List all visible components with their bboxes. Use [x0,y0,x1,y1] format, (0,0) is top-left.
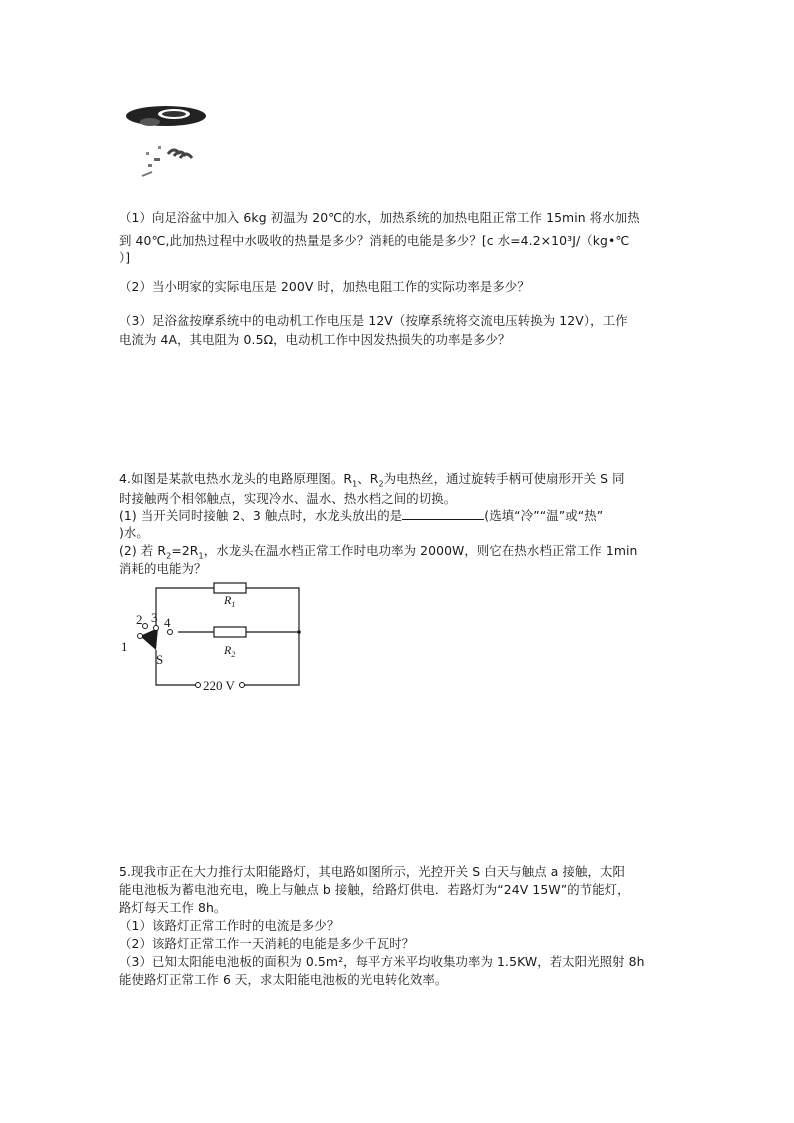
wire-right [244,588,299,685]
terminal-left [196,683,201,688]
problem4-line3: (1) 当开关同时接触 2、3 触点时，水龙头放出的是 (选填“冷”“温”或“热” [119,508,604,523]
answer-blank[interactable] [402,509,484,520]
contact-2-label: 2 [136,612,143,627]
problem5-line3: 路灯每天工作 8h。 [119,900,227,915]
contact-2 [143,624,148,629]
footbath-q3-line1: （3）足浴盆按摩系统中的电动机工作电压是 12V（按摩系统将交流电压转换为 12V），工作 [119,313,628,328]
contact-4-label: 4 [164,615,171,630]
problem5-line2: 能电池板为蓄电池充电，晚上与触点 b 接触，给路灯供电．若路灯为“24V 15W”的节能灯， [119,882,630,897]
supply-voltage-label: 220 V [203,678,235,693]
junction-dot [297,630,301,634]
footbath-q3-line2: 电流为 4A，其电阻为 0.5Ω，电动机工作中因发热损失的功率是多少？ [119,332,511,347]
contact-1-label: 1 [121,639,128,654]
faucet-circuit-diagram [116,580,306,696]
contact-3-label: 3 [151,610,158,625]
contact-3 [154,626,159,631]
foot-bath-photo [124,102,214,184]
resistor-r2 [214,627,246,637]
problem5-q1: （1）该路灯正常工作时的电流是多少？ [119,918,340,933]
problem5-q3-line1: （3）已知太阳能电池板的面积为 0.5m²，每平方米平均收集功率为 1.5KW，若太阳光照射 8h [119,954,645,969]
problem4-line2: 时接触两个相邻触点，实现冷水、温水、热水档之间的切换。 [119,491,457,506]
switch-label: S [156,652,164,667]
problem4-line4: )水。 [119,525,149,540]
footbath-q1-line2: 到 40℃,此加热过程中水吸收的热量是多少？消耗的电能是多少？[c 水=4.2×10³J/（kg•℃ [119,233,630,248]
footbath-q2: （2）当小明家的实际电压是 200V 时，加热电阻工作的实际功率是多少？ [119,279,530,294]
footbath-q1-line1: （1）向足浴盆中加入 6kg 初温为 20℃的水，加热系统的加热电阻正常工作 15min 将水加热 [119,210,640,225]
problem5-line1: 5.现我市正在大力推行太阳能路灯，其电路如图所示，光控开关 S 白天与触点 a 接触，太阳 [119,864,625,879]
problem5-q3-line2: 能使路灯正常工作 6 天，求太阳能电池板的光电转化效率。 [119,972,448,987]
r1-label: $R_1$ [224,593,236,609]
problem4-line1: 4.如图是某款电热水龙头的电路原理图。$R_1$、$R_2$为电热丝，通过旋转手柄可使扇形开关 S 同 [119,471,625,489]
r2-label: $R_2$ [224,643,236,659]
problem4-line5: (2) 若 $R_2=2R_1$，水龙头在温水档正常工作时电功率为 2000W，则它在热水档正常工作 1min [119,543,638,561]
contact-4 [168,630,173,635]
terminal-right [240,683,245,688]
footbath-q1-line3: ）] [119,250,131,265]
contact-1 [138,634,143,639]
problem4-line6: 消耗的电能为？ [119,561,207,576]
switch-s [140,628,158,650]
resistor-r1 [214,583,246,593]
problem5-q2: （2）该路灯正常工作一天消耗的电能是多少千瓦时？ [119,936,415,951]
